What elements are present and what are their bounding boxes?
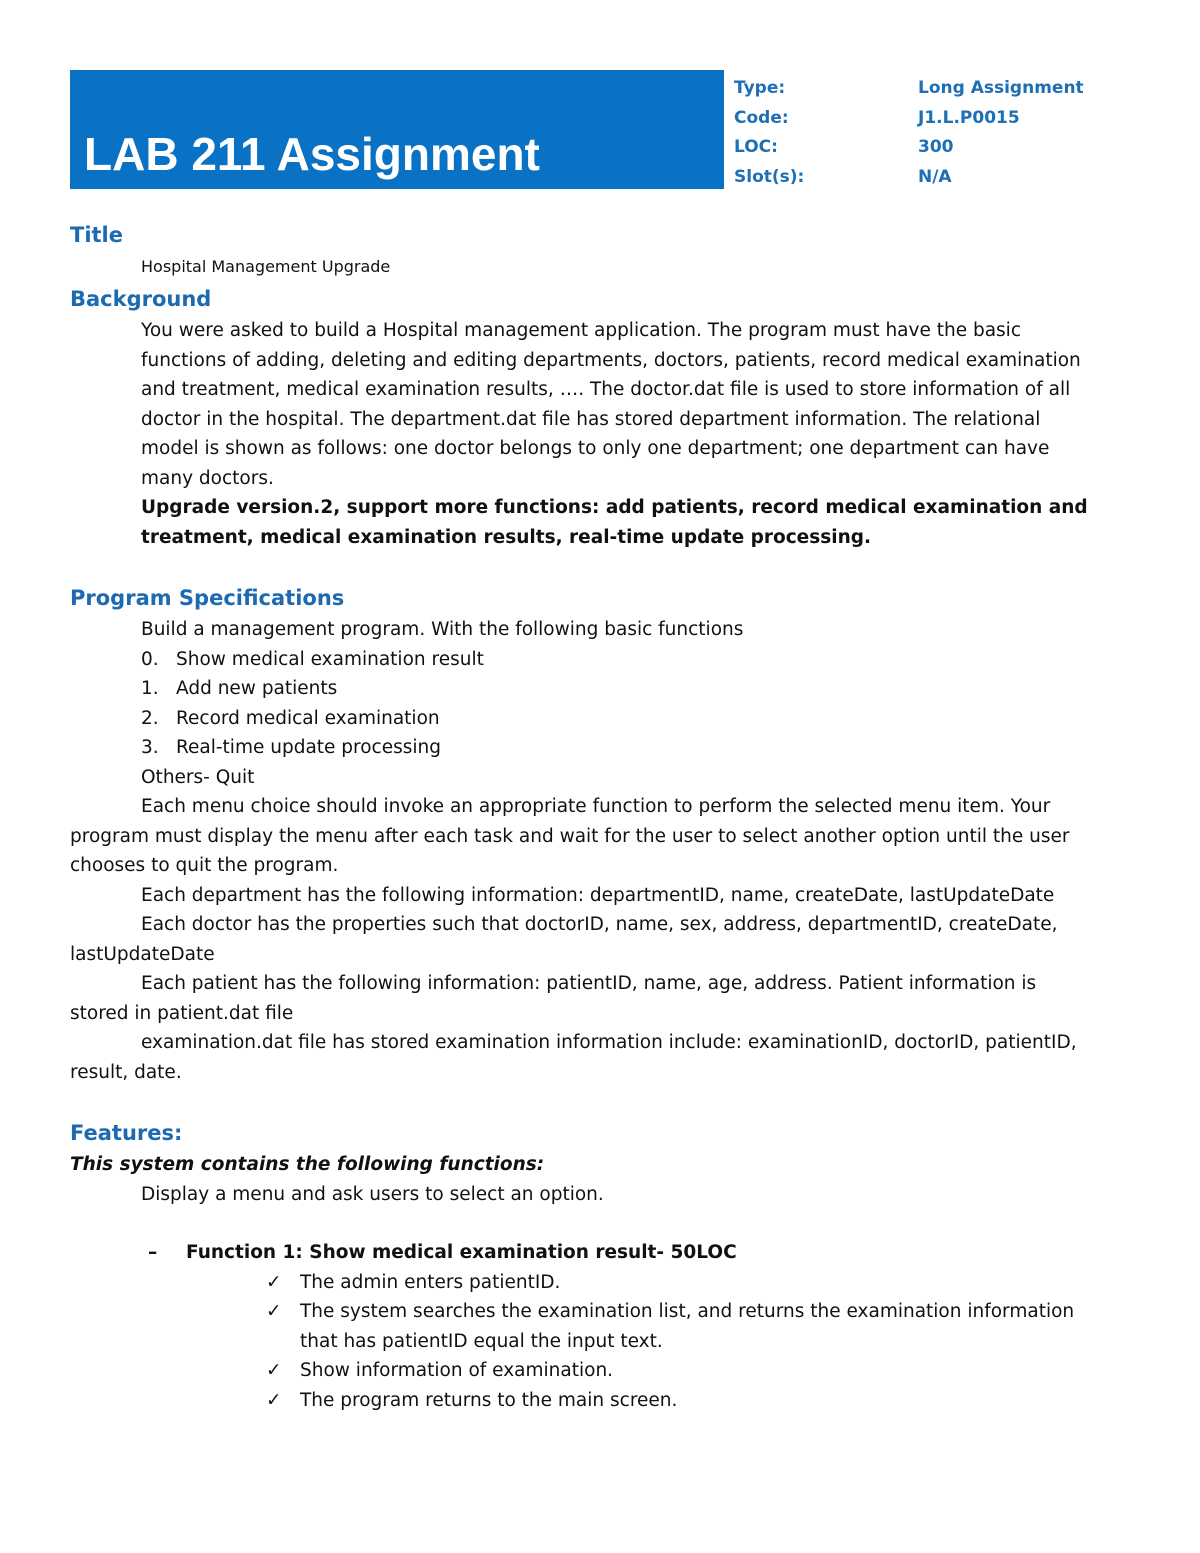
step-text: that has patientID equal the input text. [300,1330,663,1352]
section-heading-title: Title [70,223,124,247]
background-line: model is shown as follows: one doctor belongs to only one department; one department can have [141,438,1050,459]
title-text: Hospital Management Upgrade [141,257,391,276]
background-line: doctor in the hospital. The department.dat file has stored department information. The relational [141,408,1041,430]
menu-item-number: 1. [141,678,159,699]
menu-item-number: 3. [141,737,159,758]
upgrade-note-line: Upgrade version.2, support more functions: add patients, record medical examination and [141,497,1088,518]
menu-item-label: Show medical examination result [176,648,484,670]
menu-item-label: Record medical examination [176,707,440,729]
step-text: The program returns to the main screen. [300,1389,678,1411]
background-line: and treatment, medical examination results, …. The doctor.dat file is used to store information of all [141,379,1071,400]
meta-value: 300 [918,137,954,157]
step-text: Show information of examination. [300,1360,614,1381]
menu-choice-line: program must display the menu after each task and wait for the user to select another option until the user [70,825,1070,847]
checkmark-icon: ✓ [266,1271,282,1293]
step-text: The admin enters patientID. [300,1271,561,1293]
menu-item-number: 0. [141,648,159,670]
patient-info-line: Each patient has the following information: patientID, name, age, address. Patient information is [141,973,1037,994]
function-step-continuation [70,1327,1120,1357]
menu-choice-line: Each menu choice should invoke an appropriate function to perform the selected menu item. Your [141,796,1051,817]
examination-info-line: examination.dat file has stored examination information include: examinationID, doctorID, patientID, [141,1032,1077,1053]
meta-value: N/A [918,166,952,187]
background-line: You were asked to build a Hospital management application. The program must have the basic [141,320,1021,341]
meta-row-type [734,74,1174,104]
document-body [70,218,1120,1415]
document-title: LAB 211 Assignment [84,128,540,180]
function-step [70,1386,1120,1416]
assignment-meta [734,74,1174,192]
dash-bullet: – [148,1242,158,1263]
background-line: many doctors. [141,467,274,489]
meta-row-code [734,104,1174,134]
section-heading-features: Features: [70,1121,183,1145]
function-1-title [70,1238,1120,1268]
menu-list-item [70,704,1120,734]
doctor-info-line: Each doctor has the properties such that doctorID, name, sex, address, departmentID, createDate, [141,914,1058,935]
checkmark-icon: ✓ [266,1389,282,1411]
menu-item-label: Add new patients [176,678,338,699]
specs-intro: Build a management program. With the following basic functions [141,619,744,640]
section-heading-program-specifications: Program Specifications [70,586,345,610]
examination-info-line: result, date. [70,1061,182,1083]
menu-item-label: Real-time update processing [176,737,441,758]
function-step [70,1356,1120,1386]
checkmark-icon: ✓ [266,1360,282,1381]
background-line: functions of adding, deleting and editing departments, doctors, patients, record medical examination [141,349,1081,371]
meta-label: Type: [734,78,786,98]
meta-row-loc [734,133,1174,163]
meta-value: Long Assignment [918,78,1084,98]
menu-choice-line: chooses to quit the program. [70,855,339,876]
menu-item-number: 2. [141,707,159,729]
menu-list-item [70,645,1120,675]
function-step [70,1268,1120,1298]
meta-label: LOC: [734,137,778,157]
step-text: The system searches the examination list, and returns the examination information [300,1301,1075,1322]
header-banner [70,70,724,189]
function-step [70,1297,1120,1327]
menu-list-item [70,733,1120,763]
checkmark-icon: ✓ [266,1301,282,1322]
function-1-label: Function 1: Show medical examination result- 50LOC [186,1242,737,1263]
features-intro: Display a menu and ask users to select an option. [141,1183,604,1205]
meta-label: Code: [734,107,789,128]
patient-info-line: stored in patient.dat file [70,1002,294,1024]
menu-list-item [70,674,1120,704]
doctor-info-line: lastUpdateDate [70,943,215,965]
upgrade-note-line: treatment, medical examination results, real-time update processing. [141,526,872,548]
department-info: Each department has the following information: departmentID, name, createDate, lastUpdateDate [141,884,1055,906]
meta-label: Slot(s): [734,166,805,187]
section-heading-background: Background [70,287,212,311]
meta-value: J1.L.P0015 [918,107,1020,128]
meta-row-slots [734,163,1174,193]
others-quit: Others- Quit [141,766,255,788]
features-subheading: This system contains the following functions: [70,1154,545,1175]
